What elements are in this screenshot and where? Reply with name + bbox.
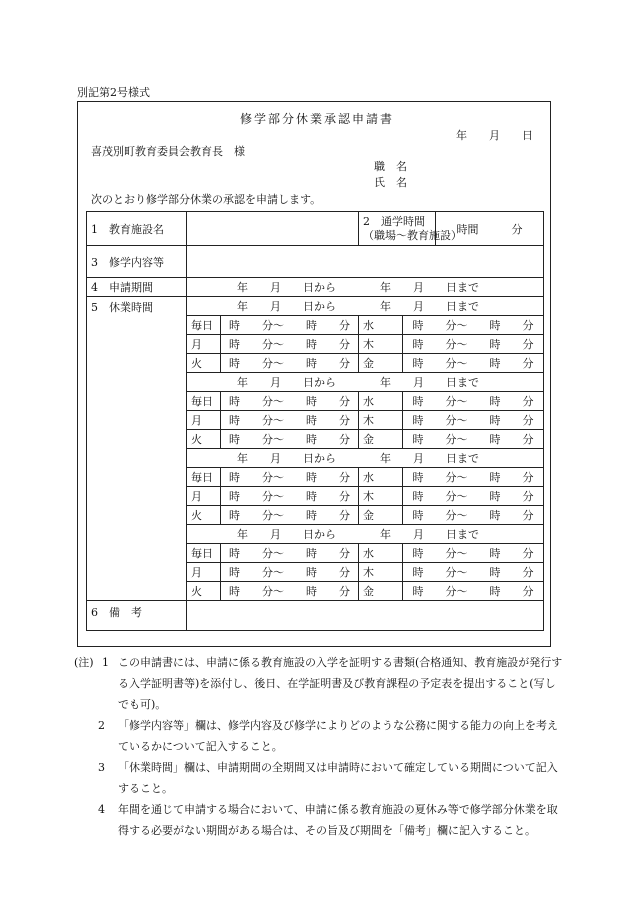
note-item (74, 799, 564, 841)
time-input[interactable]: 時 分～ 時 分 (403, 316, 544, 335)
note-item (74, 715, 564, 757)
time-input[interactable]: 時 分～ 時 分 (221, 582, 359, 601)
note-text: 「休業時間」欄は、申請期間の全期間又は申請時において確定している期間について記入すること。 (118, 761, 558, 795)
hours-range-1[interactable]: 年 月 日から 年 月 日まで (187, 297, 544, 316)
day-label: 火 (187, 430, 221, 449)
notes-prefix: (注) (74, 656, 94, 669)
day-label: 金 (359, 430, 403, 449)
day-label: 木 (359, 335, 403, 354)
day-label: 金 (359, 354, 403, 373)
day-label: 火 (187, 354, 221, 373)
time-input[interactable]: 時 分～ 時 分 (221, 544, 359, 563)
day-label: 火 (187, 582, 221, 601)
day-label: 金 (359, 582, 403, 601)
name-label: 氏 名 (374, 176, 407, 189)
time-input[interactable]: 時 分～ 時 分 (221, 563, 359, 582)
day-label: 月 (187, 563, 221, 582)
time-input[interactable]: 時 分～ 時 分 (403, 487, 544, 506)
day-label: 金 (359, 506, 403, 525)
note-item (74, 652, 564, 715)
note-text: 「修学内容等」欄は、修学内容及び修学によりどのような公務に関する能力の向上を考えているかについて記入すること。 (118, 719, 558, 753)
content-label: 3 修学内容等 (87, 246, 187, 278)
note-number: 4 (98, 803, 105, 816)
addressee: 喜茂別町教育委員会教育長 様 (91, 145, 245, 158)
day-label: 毎日 (187, 544, 221, 563)
remarks-label: 6 備 考 (87, 601, 187, 631)
hours-range-4[interactable]: 年 月 日から 年 月 日まで (187, 525, 544, 544)
note-text: 年間を通じて申請する場合において、申請に係る教育施設の夏休み等で修学部分休業を取得する必要がない期間がある場合は、その旨及び期間を「備考」欄に記入すること。 (118, 803, 558, 837)
intro-text: 次のとおり修学部分休業の承認を申請します。 (91, 193, 322, 206)
day-label: 毎日 (187, 468, 221, 487)
day-label: 月 (187, 487, 221, 506)
time-input[interactable]: 時 分～ 時 分 (221, 487, 359, 506)
time-input[interactable]: 時 分～ 時 分 (221, 392, 359, 411)
commute-label-line2: （職場～教育施設） (363, 228, 462, 242)
commute-label-line1: 2 通学時間 (363, 214, 425, 228)
time-input[interactable]: 時 分～ 時 分 (403, 335, 544, 354)
day-label: 水 (359, 392, 403, 411)
day-label: 月 (187, 411, 221, 430)
note-item (74, 757, 564, 799)
time-input[interactable]: 時 分～ 時 分 (221, 335, 359, 354)
date-line: 年 月 日 (456, 129, 533, 142)
day-label: 水 (359, 316, 403, 335)
time-input[interactable]: 時 分～ 時 分 (221, 354, 359, 373)
time-input[interactable]: 時 分～ 時 分 (403, 506, 544, 525)
commute-label (359, 212, 462, 246)
position-label: 職 名 (374, 160, 407, 173)
time-input[interactable]: 時 分～ 時 分 (403, 563, 544, 582)
day-label: 火 (187, 506, 221, 525)
remarks-input[interactable] (187, 601, 544, 631)
time-input[interactable]: 時 分～ 時 分 (221, 430, 359, 449)
note-number: 1 (102, 656, 109, 669)
form-label: 別記第2号様式 (77, 86, 150, 99)
facility-input[interactable] (187, 212, 359, 246)
form-title: 修学部分休業承認申請書 (240, 112, 395, 126)
content-input[interactable] (187, 246, 544, 278)
notes-section (74, 652, 564, 841)
remarks-row (87, 601, 544, 631)
content-row (87, 246, 544, 278)
time-input[interactable]: 時 分～ 時 分 (221, 468, 359, 487)
time-input[interactable]: 時 分～ 時 分 (403, 411, 544, 430)
period-value[interactable]: 年 月 日から 年 月 日まで (187, 278, 544, 297)
hours-range-3[interactable]: 年 月 日から 年 月 日まで (187, 449, 544, 468)
time-input[interactable]: 時 分～ 時 分 (221, 316, 359, 335)
hours-label: 5 休業時間 (87, 297, 187, 601)
time-input[interactable]: 時 分～ 時 分 (221, 411, 359, 430)
commute-value[interactable]: 時間 分 (436, 212, 544, 246)
note-text: この申請書には、申請に係る教育施設の入学を証明する書類(合格通知、教育施設が発行する入学証明書等)を添付し、後日、在学証明書及び教育課程の予定表を提出すること(写しでも可)。 (118, 656, 563, 711)
day-label: 水 (359, 544, 403, 563)
time-input[interactable]: 時 分～ 時 分 (403, 468, 544, 487)
time-input[interactable]: 時 分～ 時 分 (403, 544, 544, 563)
time-input[interactable]: 時 分～ 時 分 (403, 392, 544, 411)
period-row (87, 278, 544, 297)
day-label: 毎日 (187, 316, 221, 335)
day-label: 毎日 (187, 392, 221, 411)
note-number: 2 (98, 719, 105, 732)
note-number: 3 (98, 761, 105, 774)
time-input[interactable]: 時 分～ 時 分 (221, 506, 359, 525)
day-label: 月 (187, 335, 221, 354)
time-input[interactable]: 時 分～ 時 分 (403, 430, 544, 449)
day-label: 木 (359, 563, 403, 582)
facility-row (87, 212, 544, 246)
day-label: 水 (359, 468, 403, 487)
hours-range-2[interactable]: 年 月 日から 年 月 日まで (187, 373, 544, 392)
application-table (86, 211, 544, 631)
period-label: 4 申請期間 (87, 278, 187, 297)
day-label: 木 (359, 411, 403, 430)
time-input[interactable]: 時 分～ 時 分 (403, 582, 544, 601)
day-label: 木 (359, 487, 403, 506)
facility-label: 1 教育施設名 (87, 212, 187, 246)
time-input[interactable]: 時 分～ 時 分 (403, 354, 544, 373)
